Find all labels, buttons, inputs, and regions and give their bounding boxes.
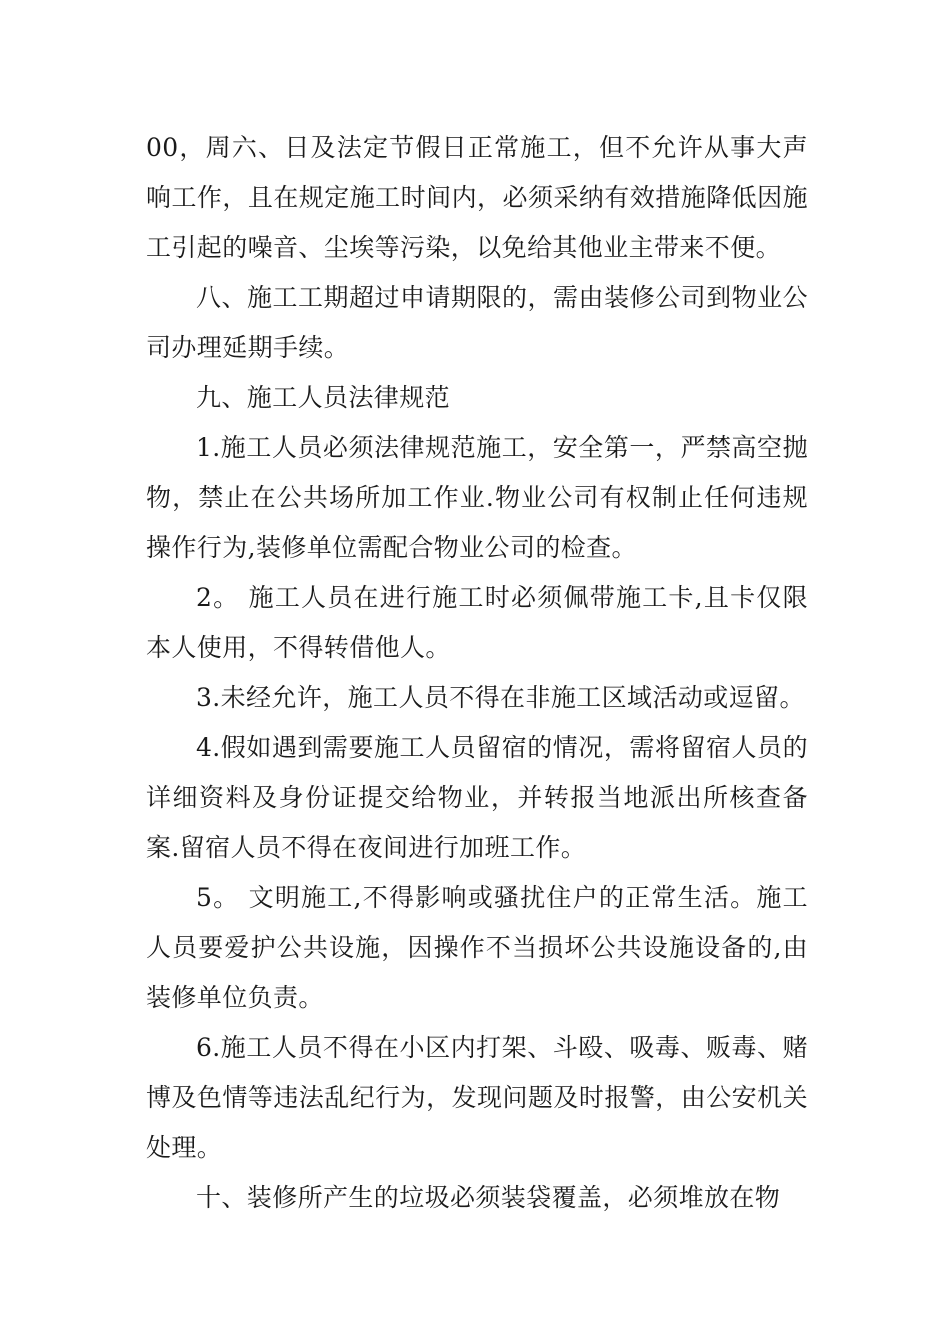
section-heading-9: 九、施工人员法律规范 xyxy=(196,383,451,412)
paragraph-work-hours-continued: 00，周六、日及法定节假日正常施工，但不允许从事大声响工作，且在规定施工时间内，必须采纳有效措施降低因施工引起的噪音、尘埃等污染，以免给其他业主带来不便。 xyxy=(146,133,808,262)
paragraph-section-8: 八、施工工期超过申请期限的，需由装修公司到物业公司办理延期手续。 xyxy=(146,283,808,362)
list-item-5: 5。 文明施工,不得影响或骚扰住户的正常生活。施工人员要爱护公共设施，因操作不当损坏公共设施设备的,由装修单位负责。 xyxy=(146,883,808,1012)
list-item-3: 3.未经允许，施工人员不得在非施工区域活动或逗留。 xyxy=(196,683,805,712)
paragraph-section-10: 十、装修所产生的垃圾必须装袋覆盖，必须堆放在物 xyxy=(196,1183,781,1212)
list-item-2: 2。 施工人员在进行施工时必须佩带施工卡,且卡仅限本人使用，不得转借他人。 xyxy=(146,583,808,662)
list-item-4: 4.假如遇到需要施工人员留宿的情况，需将留宿人员的详细资料及身份证提交给物业，并转报当地派出所核查备案.留宿人员不得在夜间进行加班工作。 xyxy=(146,733,808,862)
document-body xyxy=(146,123,808,1223)
list-item-1: 1.施工人员必须法律规范施工，安全第一，严禁高空抛物，禁止在公共场所加工作业.物业公司有权制止任何违规操作行为,装修单位需配合物业公司的检查。 xyxy=(146,433,808,562)
list-item-6: 6.施工人员不得在小区内打架、斗殴、吸毒、贩毒、赌博及色情等违法乱纪行为，发现问题及时报警，由公安机关处理。 xyxy=(146,1033,808,1162)
